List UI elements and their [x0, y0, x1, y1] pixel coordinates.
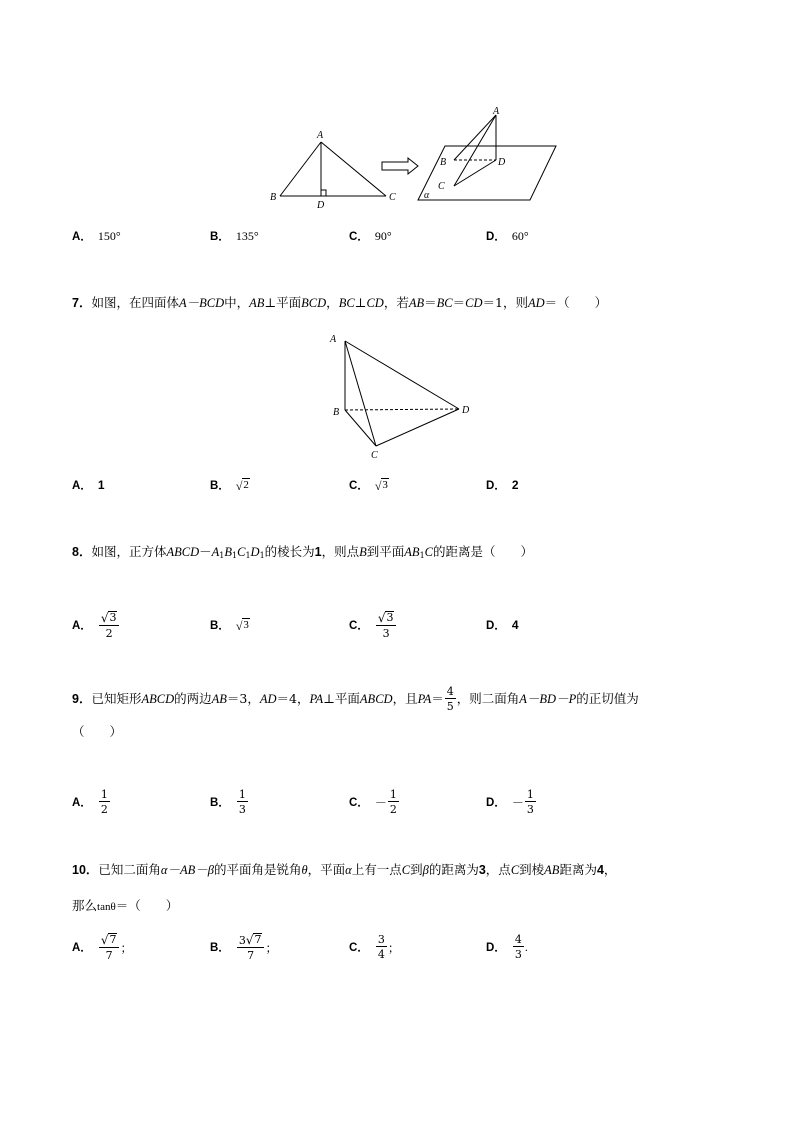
q9-text: ，且 [392, 691, 418, 706]
q6-option-c[interactable] [349, 221, 392, 251]
q10-math: α－AB－β [160, 863, 214, 877]
fraction [388, 789, 399, 815]
radicand: 7 [254, 932, 262, 946]
denominator: 2 [105, 627, 113, 641]
q9-option-b[interactable] [210, 782, 249, 822]
denominator: 3 [238, 803, 246, 816]
option-value: 90° [374, 228, 392, 243]
q8-text: 的棱长为 [264, 544, 315, 559]
q8-number: 1 [314, 545, 322, 559]
sqrt-icon: √ [235, 478, 243, 493]
q8-text: ，则点 [321, 544, 360, 559]
q8-math: C [237, 545, 246, 559]
q7-math: AD [527, 296, 545, 310]
option-value: 2 [511, 478, 519, 492]
sign: － [511, 795, 524, 810]
q8-subscript: 1 [419, 551, 425, 560]
q7-text: ＝ [452, 295, 466, 310]
q9-math: PA [309, 692, 324, 706]
q6-left-triangle [280, 142, 386, 196]
q8-text: 如图，正方体 [91, 544, 167, 559]
q7-label-a: A [330, 334, 337, 345]
q9-option-a[interactable] [72, 782, 111, 822]
q10-option-a[interactable] [72, 926, 132, 968]
q10-option-d[interactable] [486, 926, 528, 968]
q10-math: θ [301, 863, 308, 877]
q9-text: ＝4， [276, 691, 310, 706]
q9-math: A－BD－P [519, 692, 577, 706]
q6-left-label-c: C [389, 192, 396, 203]
option-label: A． [72, 797, 92, 809]
q9-text: 的两边 [174, 691, 212, 706]
q7-text: ，若 [383, 295, 409, 310]
q8-math: B [224, 545, 232, 559]
sqrt-icon: √ [100, 611, 109, 626]
fraction [376, 934, 387, 960]
option-label: B． [210, 797, 230, 809]
option-label: B． [210, 620, 230, 632]
sqrt-icon: √ [235, 618, 243, 633]
option-label: B． [210, 480, 230, 492]
q10-math: α [345, 863, 352, 877]
option-tail: . [524, 939, 528, 954]
q7-math: BCD [301, 296, 327, 310]
option-label: C． [349, 480, 369, 492]
option-value: 4 [511, 618, 519, 632]
numerator: 4 [446, 685, 454, 698]
option-value: 60° [511, 228, 529, 243]
q8-text: 到平面 [366, 544, 405, 559]
q10-number: 4 [596, 863, 604, 877]
q8-options [72, 604, 752, 646]
option-label: D． [486, 620, 506, 632]
q10-text: 距离为 [559, 862, 597, 877]
sqrt-expression [236, 478, 250, 491]
q6-right-label-d: D [498, 157, 506, 168]
q9-math: ABCD [141, 692, 175, 706]
q10-number: 3 [478, 863, 486, 877]
q6-option-b[interactable] [210, 221, 259, 251]
denominator: 3 [526, 803, 534, 816]
q8-math: C [424, 545, 434, 559]
q6-right-label-b: B [440, 157, 447, 168]
fraction [513, 934, 524, 960]
question-number: 10． [72, 863, 99, 877]
q6-right-label-a: A [493, 106, 500, 117]
q8-option-a[interactable] [72, 604, 120, 646]
q7-text: ＝ [424, 295, 437, 310]
fraction [445, 686, 456, 712]
q8-option-b[interactable] [210, 604, 250, 646]
q10-text: ，点 [485, 862, 511, 877]
q7-label-b: B [333, 407, 340, 418]
q8-subscript: 1 [219, 551, 225, 560]
q7-math: BC [338, 296, 355, 310]
sqrt-expression [375, 478, 389, 491]
option-label: D． [486, 797, 506, 809]
denominator: 4 [377, 948, 385, 961]
q10-text: 到棱 [519, 862, 545, 877]
option-label: C． [349, 797, 369, 809]
q8-subscript: 1 [259, 551, 265, 560]
option-value: 1 [97, 478, 105, 492]
sqrt-expression [236, 618, 250, 631]
q10-stem [72, 860, 616, 880]
option-label: A． [72, 620, 92, 632]
q10-math: C [401, 863, 411, 877]
option-label: A． [72, 231, 92, 243]
q8-math: ABCD [166, 545, 200, 559]
q6-option-a[interactable] [72, 221, 121, 251]
fraction [376, 611, 397, 639]
numerator: 4 [514, 933, 522, 946]
q7-math: AB [408, 296, 425, 310]
sqrt-icon: √ [100, 933, 109, 948]
q8-math: B [359, 545, 367, 559]
answer-blank: （ ） [72, 724, 123, 739]
numerator [376, 611, 397, 626]
sign: － [374, 795, 387, 810]
numerator: 1 [238, 788, 246, 801]
q9-math: ABCD [359, 692, 393, 706]
q6-figure [268, 100, 568, 212]
q10-option-c[interactable] [349, 926, 400, 968]
q10-stem-line2 [72, 896, 178, 917]
q7-text: ＝（ ） [544, 295, 608, 310]
numerator [99, 611, 120, 626]
q6-left-label-a: A [317, 130, 324, 141]
option-tail: ； [387, 940, 400, 955]
q10-options [72, 926, 752, 968]
radicand: 2 [243, 479, 249, 492]
q8-stem [72, 542, 533, 566]
q6-right-label-alpha: α [424, 190, 430, 201]
q10-text: 已知二面角 [98, 862, 161, 877]
q7-label-c: C [371, 450, 378, 461]
numerator: 3 [377, 933, 385, 946]
q7-option-a[interactable] [72, 470, 105, 500]
numerator [237, 933, 265, 948]
option-value: 150° [97, 228, 121, 243]
q10-text: 的平面角是锐角 [213, 862, 302, 877]
q7-text: ＝1，则 [482, 295, 528, 310]
fraction [99, 789, 110, 815]
q9-options [72, 782, 752, 822]
radicand: 3 [109, 610, 117, 624]
q6-options [72, 221, 752, 251]
q7-label-d: D [462, 405, 470, 416]
radicand: 7 [109, 932, 117, 946]
q10-math: AB [544, 863, 560, 877]
q9-text: ＝3， [226, 691, 260, 706]
arrow-icon [382, 158, 418, 174]
q7-text: ， [326, 295, 339, 310]
option-label: C． [349, 620, 369, 632]
q7-math: BC [436, 296, 453, 310]
q8-option-d[interactable] [486, 604, 519, 646]
q8-option-c[interactable] [349, 604, 397, 646]
option-label: D． [486, 231, 506, 243]
q9-option-c[interactable] [349, 782, 400, 822]
denominator: 5 [446, 700, 454, 713]
q7-text: ⊥平面 [264, 295, 302, 310]
option-tail: ； [120, 940, 133, 955]
q9-stem-line2 [72, 722, 122, 742]
q6-right-label-c: C [438, 181, 445, 192]
question-number: 7． [72, 296, 92, 310]
fraction [525, 789, 536, 815]
q6-left-label-b: B [270, 192, 277, 203]
q10-math: C [510, 863, 520, 877]
q10-text: 到 [410, 862, 423, 877]
coefficient: 3 [238, 934, 246, 948]
q10-text: ，平面 [307, 862, 346, 877]
numerator: 1 [526, 788, 534, 801]
q9-math: AB [211, 692, 227, 706]
denominator: 7 [105, 949, 113, 963]
denominator: 2 [389, 803, 397, 816]
q6-left-label-d: D [317, 200, 325, 211]
q8-subscript: 1 [245, 551, 251, 560]
option-tail: ； [265, 940, 278, 955]
q7-math: A－BCD [178, 296, 225, 310]
q10-text: 上有一点 [351, 862, 402, 877]
q10-text: 的距离为 [428, 862, 479, 877]
q10-math: tanθ [97, 901, 116, 913]
q7-option-b[interactable] [210, 470, 250, 500]
sqrt-icon: √ [245, 933, 254, 948]
numerator: 1 [100, 788, 108, 801]
q8-math: D [250, 545, 260, 559]
q7-text: 中， [224, 295, 250, 310]
q9-math: PA [417, 692, 432, 706]
option-label: A． [72, 942, 92, 954]
q7-text: ⊥ [354, 295, 367, 310]
q9-math: AD [259, 692, 277, 706]
q10-option-b[interactable] [210, 926, 277, 968]
denominator: 3 [514, 948, 522, 961]
option-label: B． [210, 231, 230, 243]
radicand: 3 [243, 619, 249, 632]
q9-text: ，则二面角 [456, 691, 520, 706]
q10-text: ， [603, 862, 617, 877]
q7-math: CD [366, 296, 384, 310]
option-label: D． [486, 942, 506, 954]
radicand: 3 [382, 479, 388, 492]
fraction [99, 933, 120, 961]
q6-option-d[interactable] [486, 221, 529, 251]
question-number: 8． [72, 545, 92, 559]
option-value: 135° [235, 228, 259, 243]
q7-figure [325, 330, 475, 460]
fraction [99, 611, 120, 639]
q7-tetrahedron [345, 341, 459, 446]
q10-text: ＝（ ） [115, 898, 179, 913]
fraction [237, 789, 248, 815]
denominator: 3 [382, 627, 390, 641]
q7-option-c[interactable] [349, 470, 389, 500]
denominator: 7 [247, 949, 255, 963]
sqrt-icon: √ [377, 611, 386, 626]
q8-math: A [211, 545, 220, 559]
q8-text: － [199, 544, 212, 559]
sqrt-icon: √ [374, 478, 382, 493]
question-number: 9． [72, 692, 92, 706]
option-label: C． [349, 231, 369, 243]
q9-text: 的正切值为 [576, 691, 639, 706]
option-label: A． [72, 480, 92, 492]
q7-text: 如图，在四面体 [91, 295, 179, 310]
q7-stem [72, 293, 607, 313]
q7-math: AB [249, 296, 265, 310]
q7-option-d[interactable] [486, 470, 519, 500]
option-label: B． [210, 942, 230, 954]
q10-text: 那么 [72, 898, 98, 913]
q9-option-d[interactable] [486, 782, 537, 822]
q8-subscript: 1 [232, 551, 238, 560]
fraction [237, 933, 265, 961]
option-label: D． [486, 480, 506, 492]
q9-text: ＝ [431, 691, 444, 706]
numerator [99, 933, 120, 948]
denominator: 2 [100, 803, 108, 816]
q9-stem [72, 682, 639, 716]
q9-text: 已知矩形 [91, 691, 142, 706]
q9-text: ⊥平面 [323, 691, 360, 706]
numerator: 1 [389, 788, 397, 801]
q8-math: AB [404, 545, 420, 559]
q8-text: 的距离是（ ） [433, 544, 534, 559]
option-label: C． [349, 942, 369, 954]
radicand: 3 [386, 610, 394, 624]
q10-math: β [422, 863, 429, 877]
q7-math: CD [465, 296, 483, 310]
q7-options [72, 470, 752, 500]
